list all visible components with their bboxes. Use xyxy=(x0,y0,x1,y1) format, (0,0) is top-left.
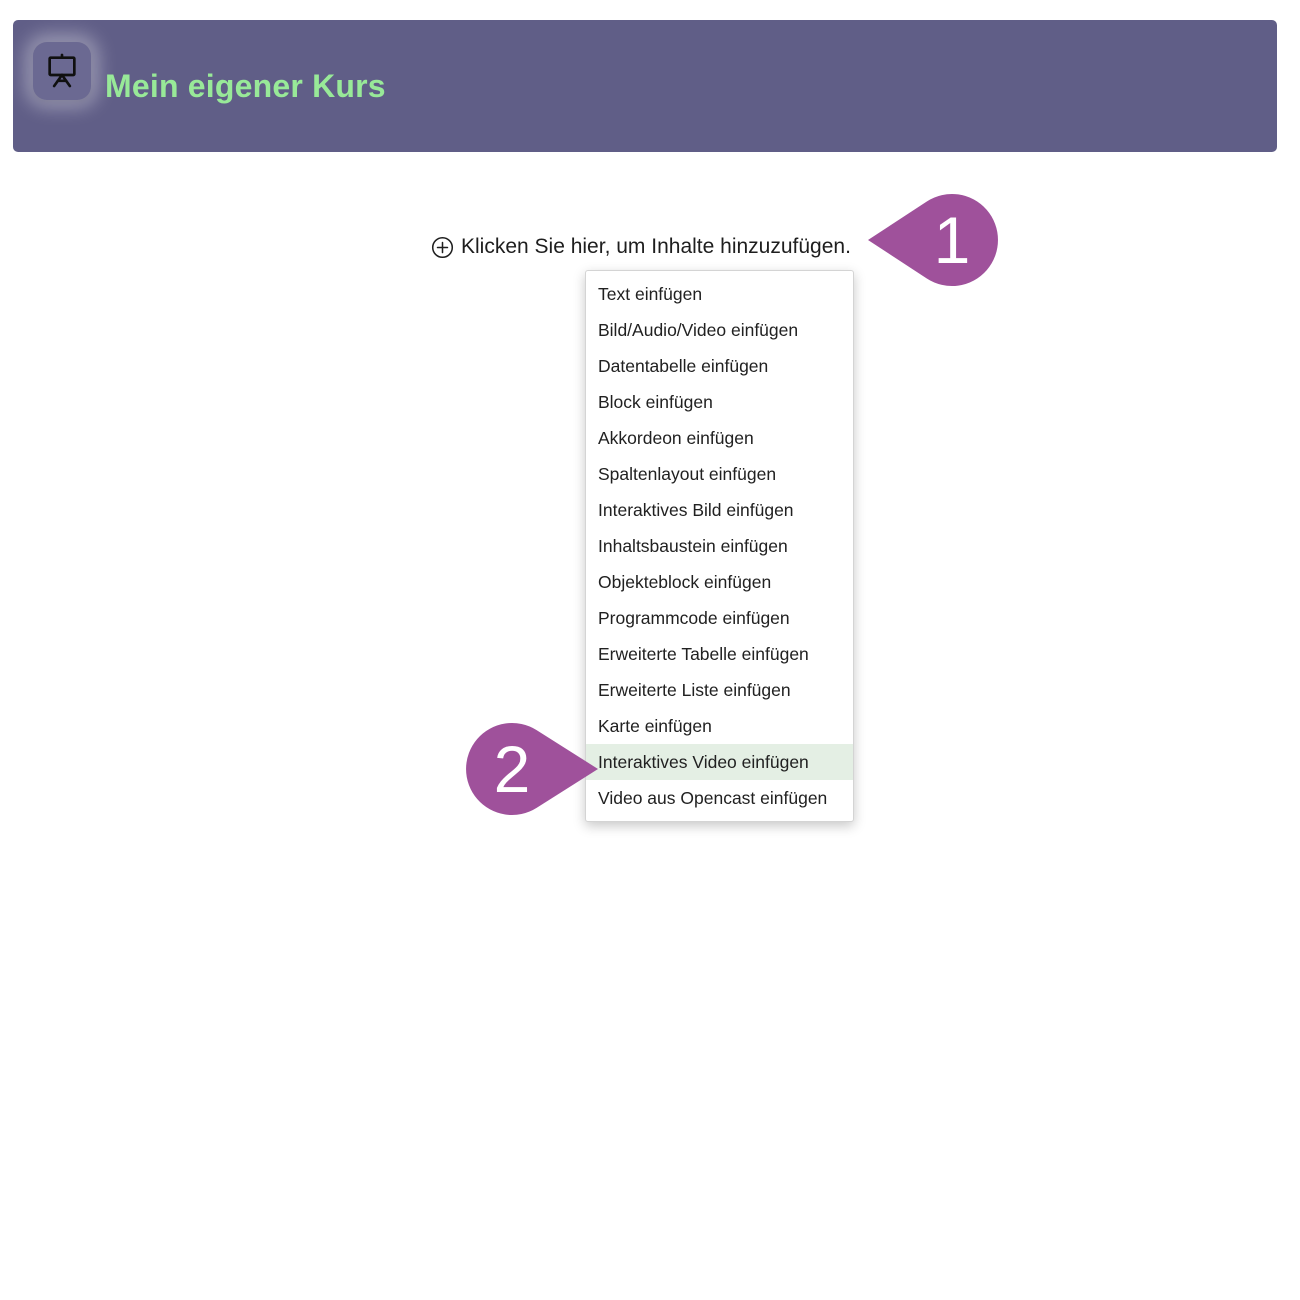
right-pointer-shape xyxy=(466,723,598,815)
menu-item[interactable]: Interaktives Video einfügen xyxy=(586,744,853,780)
menu-item[interactable]: Text einfügen xyxy=(598,284,703,304)
menu-item[interactable]: Karte einfügen xyxy=(598,716,712,736)
insert-content-menu xyxy=(585,270,854,822)
circle-plus-icon xyxy=(431,236,454,259)
add-content-label: Klicken Sie hier, um Inhalte hinzuzufügen. xyxy=(461,235,851,258)
course-header xyxy=(13,20,1277,152)
course-icon-tile xyxy=(33,42,91,100)
easel-icon xyxy=(42,51,82,91)
menu-item[interactable]: Objekteblock einfügen xyxy=(598,572,772,592)
menu-item[interactable]: Interaktives Bild einfügen xyxy=(598,500,794,520)
annotation-badge-2 xyxy=(466,721,598,817)
menu-item[interactable]: Block einfügen xyxy=(598,392,713,412)
badge-number: 2 xyxy=(493,732,531,806)
menu-item[interactable]: Programmcode einfügen xyxy=(598,608,790,628)
annotation-badge-1 xyxy=(868,192,998,288)
add-content-trigger[interactable] xyxy=(431,233,851,261)
menu-item[interactable]: Datentabelle einfügen xyxy=(598,356,769,376)
menu-item[interactable]: Erweiterte Liste einfügen xyxy=(598,680,791,700)
menu-item[interactable]: Spaltenlayout einfügen xyxy=(598,464,777,484)
menu-item[interactable]: Bild/Audio/Video einfügen xyxy=(598,320,799,340)
menu-item[interactable]: Video aus Opencast einfügen xyxy=(598,788,828,808)
badge-number: 1 xyxy=(933,203,971,277)
page-title: Mein eigener Kurs xyxy=(105,67,386,104)
menu-item[interactable]: Erweiterte Tabelle einfügen xyxy=(598,644,809,664)
menu-item[interactable]: Inhaltsbaustein einfügen xyxy=(598,536,788,556)
menu-item[interactable]: Akkordeon einfügen xyxy=(598,428,754,448)
